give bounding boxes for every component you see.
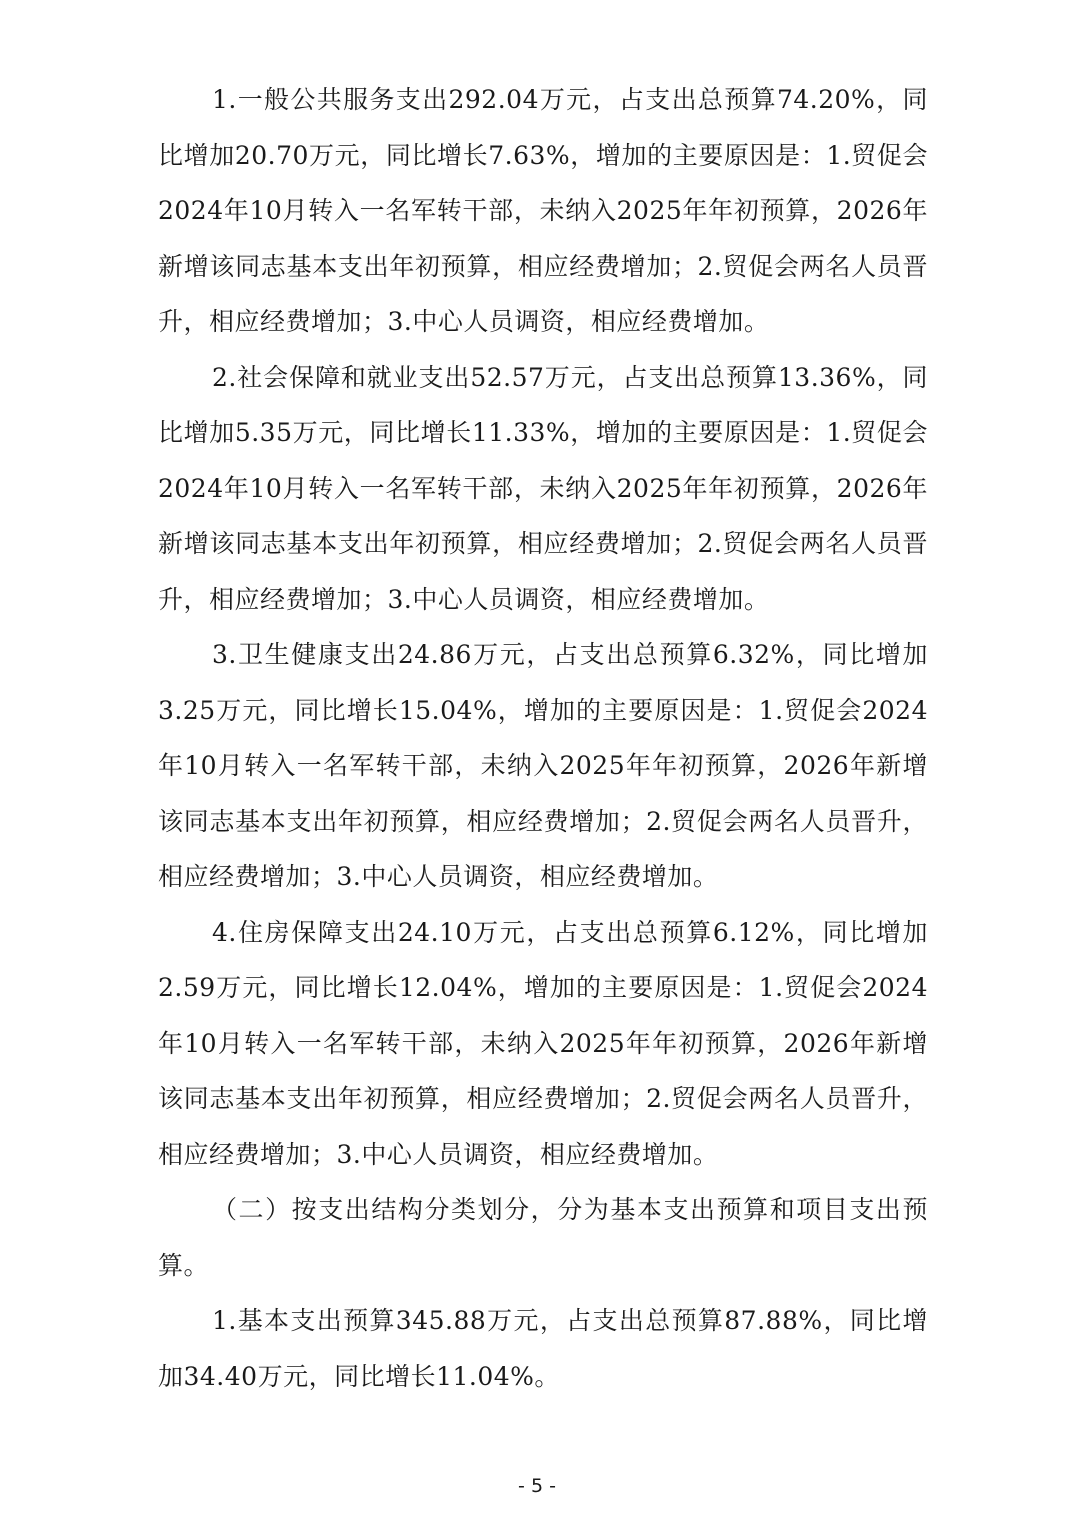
paragraph-general-public-services: 1.一般公共服务支出292.04万元，占支出总预算74.20%，同比增加20.70万元，同比增长7.63%，增加的主要原因是：1.贸促会2024年10月转入一名军转干部，未纳入2025年年初预算，2026年新增该同志基本支出年初预算，相应经费增加；2.贸促会两名人员晋升，相应经费增加；3.中心人员调资，相应经费增加。 [158, 85, 928, 336]
paragraph-housing: 4.住房保障支出24.10万元，占支出总预算6.12%，同比增加2.59万元，同比增长12.04%，增加的主要原因是：1.贸促会2024年10月转入一名军转干部，未纳入2025年年初预算，2026年新增该同志基本支出年初预算，相应经费增加；2.贸促会两名人员晋升，相应经费增加；3.中心人员调资，相应经费增加。 [158, 917, 928, 1169]
body-text [158, 72, 928, 1404]
paragraph-social-security: 2.社会保障和就业支出52.57万元，占支出总预算13.36%，同比增加5.35万元，同比增长11.33%，增加的主要原因是：1.贸促会2024年10月转入一名军转干部，未纳入2025年年初预算，2026年新增该同志基本支出年初预算，相应经费增加；2.贸促会两名人员晋升，相应经费增加；3.中心人员调资，相应经费增加。 [158, 362, 928, 614]
section-heading-expense-structure: （二）按支出结构分类划分，分为基本支出预算和项目支出预算。 [158, 1195, 928, 1280]
paragraph-basic-expenditure: 1.基本支出预算345.88万元，占支出总预算87.88%，同比增加34.40万元，同比增长11.04%。 [158, 1306, 928, 1391]
page-number: - 5 - [518, 1475, 556, 1497]
paragraph-health: 3.卫生健康支出24.86万元，占支出总预算6.32%，同比增加3.25万元，同比增长15.04%，增加的主要原因是：1.贸促会2024年10月转入一名军转干部，未纳入2025年年初预算，2026年新增该同志基本支出年初预算，相应经费增加；2.贸促会两名人员晋升，相应经费增加；3.中心人员调资，相应经费增加。 [158, 640, 928, 891]
